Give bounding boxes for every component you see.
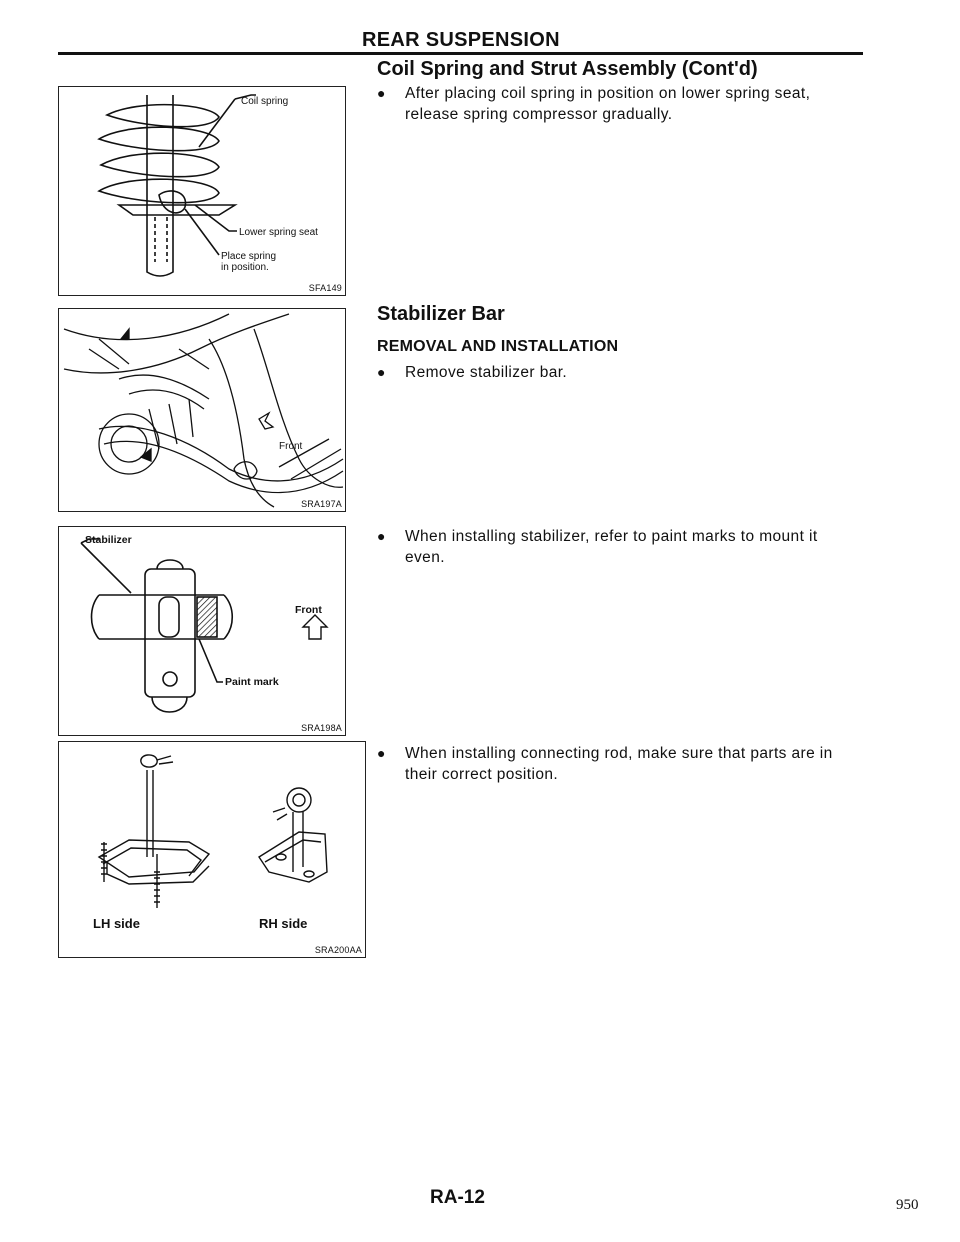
- section-title: REAR SUSPENSION: [362, 29, 560, 51]
- label-front: Front: [279, 441, 303, 452]
- connecting-rod-figure: [58, 741, 366, 958]
- bullet-dot: ●: [377, 745, 386, 761]
- remove-stabilizer-text: Remove stabilizer bar.: [405, 364, 568, 381]
- label-stabilizer: Stabilizer: [85, 534, 132, 546]
- stabilizer-paint-mark-drawing: [59, 527, 345, 735]
- figure-code: SFA149: [308, 283, 342, 293]
- label-rh-side: RH side: [259, 916, 308, 931]
- label-lower-spring-seat: Lower spring seat: [239, 227, 318, 238]
- coil-spring-figure: [58, 86, 346, 296]
- stabilizer-heading: Stabilizer Bar: [377, 303, 505, 325]
- figure-code: SRA200AA: [314, 945, 362, 955]
- bullet-dot: ●: [377, 85, 386, 101]
- paint-marks-bullet: [377, 526, 862, 568]
- label-lh-side: LH side: [93, 916, 140, 931]
- remove-stabilizer-bullet: [377, 362, 862, 383]
- coil-spring-heading: Coil Spring and Strut Assembly (Cont'd): [377, 58, 758, 80]
- label-paint-mark: Paint mark: [225, 676, 279, 688]
- bullet-dot: ●: [377, 364, 386, 380]
- figure-code: SRA197A: [301, 499, 342, 509]
- label-coil-spring: Coil spring: [241, 96, 289, 107]
- header-rule: [58, 52, 863, 55]
- coil-spring-bullet-text: After placing coil spring in position on lower spring seat, release spring compressor gradually.: [405, 85, 811, 123]
- bullet-dot: ●: [377, 528, 386, 544]
- label-in-position: in position.: [221, 262, 269, 273]
- label-place-spring: Place spring: [221, 251, 277, 262]
- coil-spring-drawing: [59, 87, 345, 295]
- page-code: RA-12: [430, 1187, 485, 1208]
- paint-marks-text: When installing stabilizer, refer to paint marks to mount it even.: [405, 528, 818, 566]
- connecting-rod-bullet: [377, 743, 862, 785]
- coil-spring-bullet: [377, 83, 862, 125]
- stabilizer-paint-mark-figure: [58, 526, 346, 736]
- connecting-rod-text: When installing connecting rod, make sure that parts are in their correct position.: [405, 745, 833, 783]
- label-front: Front: [295, 604, 322, 616]
- page-number: 950: [896, 1197, 919, 1213]
- removal-installation-heading: REMOVAL AND INSTALLATION: [377, 338, 619, 355]
- stabilizer-location-drawing: [59, 309, 345, 511]
- stabilizer-location-figure: [58, 308, 346, 512]
- figure-code: SRA198A: [301, 723, 342, 733]
